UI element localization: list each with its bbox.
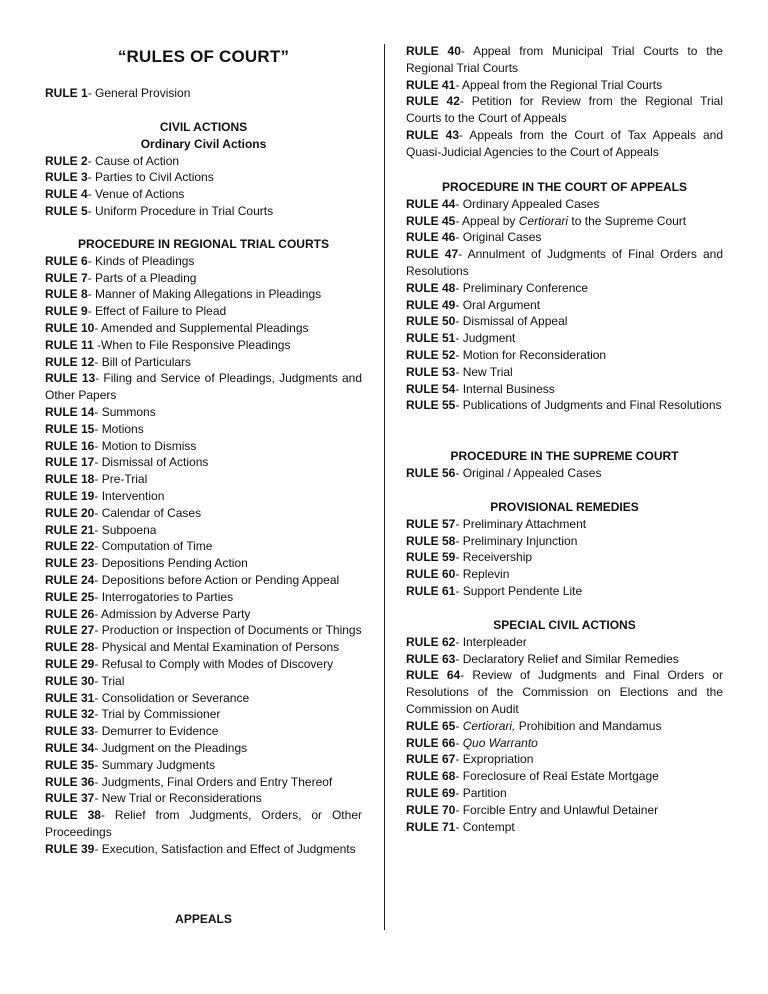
rule-number: RULE 30 xyxy=(45,673,95,688)
rule-number: RULE 62 xyxy=(406,634,456,649)
rule-item xyxy=(406,297,723,314)
rule-number: RULE 11 xyxy=(45,337,94,352)
rule-item xyxy=(45,286,362,303)
rule-number: RULE 55 xyxy=(406,398,456,413)
rule-number: RULE 64 xyxy=(406,668,461,683)
rule-item xyxy=(45,774,362,791)
rule-number: RULE 15 xyxy=(45,421,95,436)
rule-number: RULE 54 xyxy=(406,381,456,396)
rule-title: - Publications of Judgments and Final Resolutions xyxy=(455,398,722,413)
section-heading-supreme-court: PROCEDURE IN THE SUPREME COURT xyxy=(450,449,679,463)
rule-number: RULE 47 xyxy=(406,247,459,262)
rule-item: RULE 66- Quo Warranto xyxy=(406,735,538,750)
rule-title: - Pre-Trial xyxy=(94,472,148,487)
sca-rules-list-b xyxy=(406,751,723,835)
rule-item xyxy=(45,438,362,455)
rule-item xyxy=(45,807,362,841)
rtc-rules-list xyxy=(45,253,362,858)
rule-title: - Parties to Civil Actions xyxy=(87,170,214,185)
ca-rules-list xyxy=(406,229,723,414)
rule-title: - Production or Inspection of Documents or Things xyxy=(94,623,362,638)
rule-item xyxy=(406,43,723,77)
rule-number: RULE 36 xyxy=(45,774,95,789)
rule-number: RULE 46 xyxy=(406,230,456,245)
rule-title: - Preliminary Attachment xyxy=(455,516,587,531)
rule-title: - New Trial xyxy=(455,364,513,379)
rule-item xyxy=(45,757,362,774)
rule-number: RULE 27 xyxy=(45,623,95,638)
rule-item xyxy=(406,280,723,297)
rule-number: RULE 3 xyxy=(45,170,88,185)
rule-title: - Interpleader xyxy=(455,634,527,649)
rule-title: - Motions xyxy=(94,421,144,436)
appeal-rules-section xyxy=(406,43,723,161)
rule-item xyxy=(45,404,362,421)
prov-rules-list xyxy=(406,516,723,600)
rule-title: - Review of Judgments and Final Orders or Resolutions of the Commission on Elections and the Commission on Audit xyxy=(406,668,723,716)
rule-item: RULE 44- Ordinary Appealed Cases xyxy=(406,196,600,211)
rule-item: RULE 45- Appeal by Certiorari to the Supreme Court xyxy=(406,213,687,228)
rule-item xyxy=(45,740,362,757)
rule-item xyxy=(45,153,362,170)
rule-title: - Manner of Making Allegations in Pleadings xyxy=(87,287,322,302)
rule-item xyxy=(406,364,723,381)
rule-item xyxy=(406,566,723,583)
rule-title: - Internal Business xyxy=(455,381,555,396)
rule-number: RULE 22 xyxy=(45,539,95,554)
rule-item xyxy=(406,397,723,414)
rule-number: RULE 19 xyxy=(45,488,95,503)
rule-item xyxy=(406,313,723,330)
rule-item xyxy=(45,303,362,320)
rule-title: - Depositions before Action or Pending Appeal xyxy=(94,572,340,587)
rule-number: RULE 60 xyxy=(406,567,456,582)
rule-title: - Computation of Time xyxy=(94,539,213,554)
rule-item xyxy=(406,127,723,161)
rule-item xyxy=(406,768,723,785)
special-civil-actions-section xyxy=(406,617,723,835)
rule-item xyxy=(45,606,362,623)
rule-title: - Trial xyxy=(94,673,125,688)
rule-title: - Subpoena xyxy=(94,522,157,537)
rule-title: - Kinds of Pleadings xyxy=(87,253,195,268)
rule-title: - Uniform Procedure in Trial Courts xyxy=(87,203,274,218)
rule-item xyxy=(45,522,362,539)
rule-number: RULE 10 xyxy=(45,320,95,335)
rule-number: RULE 7 xyxy=(45,270,88,285)
rule-number: RULE 43 xyxy=(406,127,460,142)
rule-title: - Preliminary Conference xyxy=(455,280,589,295)
rule-title: - Execution, Satisfaction and Effect of Judgments xyxy=(94,841,356,856)
section-heading-regional-trial-courts: PROCEDURE IN REGIONAL TRIAL COURTS xyxy=(78,237,329,251)
rule-item xyxy=(45,505,362,522)
rule-title: - Cause of Action xyxy=(87,153,180,168)
rule-item xyxy=(45,471,362,488)
rule-item xyxy=(45,706,362,723)
rule-title: - Appeals from the Court of Tax Appeals and Quasi-Judicial Agencies to the Court of Appeals xyxy=(406,127,723,159)
rule-number: RULE 42 xyxy=(406,94,460,109)
rule-item xyxy=(406,93,723,127)
rule-number: RULE 70 xyxy=(406,802,456,817)
rule-title: - Forcible Entry and Unlawful Detainer xyxy=(455,802,659,817)
rule-number: RULE 14 xyxy=(45,404,95,419)
rule-title: - Contempt xyxy=(455,819,515,834)
rule-number: RULE 52 xyxy=(406,347,456,362)
rule-title: - Interrogatories to Parties xyxy=(94,589,234,604)
rule-title: - Parts of a Pleading xyxy=(87,270,197,285)
rule-number: RULE 38 xyxy=(45,808,101,823)
rule-item xyxy=(406,347,723,364)
rule-title: - Oral Argument xyxy=(455,297,541,312)
rule-item xyxy=(45,354,362,371)
rule-item xyxy=(45,656,362,673)
rule-number: RULE 39 xyxy=(45,841,95,856)
rule-number: RULE 34 xyxy=(45,740,95,755)
rule-number: RULE 17 xyxy=(45,455,95,470)
rule-number: RULE 29 xyxy=(45,656,95,671)
rule-item xyxy=(45,790,362,807)
rule-title: - Depositions Pending Action xyxy=(94,556,248,571)
rule-number: RULE 24 xyxy=(45,572,95,587)
rule-title: - Intervention xyxy=(94,488,165,503)
rule-number: RULE 67 xyxy=(406,752,456,767)
rule-title: - Dismissal of Appeal xyxy=(455,314,568,329)
rule-title: - Effect of Failure to Plead xyxy=(87,304,227,319)
rule-number: RULE 69 xyxy=(406,785,456,800)
rule-number: RULE 33 xyxy=(45,724,95,739)
rule-title: - Judgment on the Pleadings xyxy=(94,740,248,755)
rule-number: RULE 13 xyxy=(45,371,96,386)
rule-item xyxy=(406,651,723,668)
rule-item xyxy=(406,77,723,94)
rule-item xyxy=(45,253,362,270)
rule-item: RULE 56- Original / Appealed Cases xyxy=(406,465,602,480)
appeal-rules-list xyxy=(406,43,723,161)
rule-title: - Receivership xyxy=(455,550,533,565)
rule-number: RULE 63 xyxy=(406,651,456,666)
rule-item xyxy=(45,673,362,690)
rule-item xyxy=(406,516,723,533)
section-heading-provisional-remedies: PROVISIONAL REMEDIES xyxy=(490,500,639,514)
civil-rules-list xyxy=(45,153,362,220)
rule-item xyxy=(45,589,362,606)
rule-item xyxy=(45,169,362,186)
rule-number: RULE 28 xyxy=(45,640,95,655)
rule-title: - Summons xyxy=(94,404,156,419)
rule-item xyxy=(45,538,362,555)
rule-number: RULE 26 xyxy=(45,606,95,621)
rule-number: RULE 53 xyxy=(406,364,456,379)
rule-title: - Dismissal of Actions xyxy=(94,455,209,470)
rule-item xyxy=(406,819,723,836)
rule-title: - Admission by Adverse Party xyxy=(94,606,251,621)
rule-number: RULE 32 xyxy=(45,707,95,722)
rule-item xyxy=(45,723,362,740)
rule-item xyxy=(406,229,723,246)
rule-title: - Consolidation or Severance xyxy=(94,690,250,705)
rule-number: RULE 59 xyxy=(406,550,456,565)
rule-title: - Replevin xyxy=(455,567,510,582)
rule-title: -When to File Responsive Pleadings xyxy=(93,337,291,352)
rule-title: - Foreclosure of Real Estate Mortgage xyxy=(455,769,659,784)
rule-number: RULE 31 xyxy=(45,690,95,705)
rule-item xyxy=(45,270,362,287)
provisional-remedies-section xyxy=(406,499,723,600)
rule-number: RULE 8 xyxy=(45,287,88,302)
rule-title: - Bill of Particulars xyxy=(94,354,192,369)
rule-number: RULE 25 xyxy=(45,589,95,604)
rule-title: - Demurrer to Evidence xyxy=(94,724,219,739)
rule-item xyxy=(45,555,362,572)
rule-item xyxy=(45,421,362,438)
rule-item xyxy=(406,381,723,398)
rule-1-block xyxy=(45,85,362,102)
rule-item xyxy=(406,667,723,717)
section-heading-civil-actions: CIVIL ACTIONS xyxy=(159,120,248,134)
rule-number: RULE 2 xyxy=(45,153,88,168)
rule-title: - Partition xyxy=(455,785,507,800)
rule-title: - Summary Judgments xyxy=(94,757,216,772)
rule-title: - Expropriation xyxy=(455,752,534,767)
rule-title: - Filing and Service of Pleadings, Judgments and Other Papers xyxy=(45,371,362,403)
rule-title: - Calendar of Cases xyxy=(94,505,202,520)
rule-item xyxy=(406,533,723,550)
rule-number: RULE 16 xyxy=(45,438,95,453)
rule-number: RULE 50 xyxy=(406,314,456,329)
rule-item xyxy=(45,454,362,471)
rule-item xyxy=(45,186,362,203)
section-heading-appeals: APPEALS xyxy=(175,912,232,926)
rule-number: RULE 37 xyxy=(45,791,95,806)
rule-item xyxy=(45,639,362,656)
rule-number: RULE 9 xyxy=(45,304,88,319)
rule-title: - Refusal to Comply with Modes of Discovery xyxy=(94,656,334,671)
rule-item xyxy=(45,203,362,220)
rule-item xyxy=(45,337,362,354)
rule-title: - Motion for Reconsideration xyxy=(455,347,607,362)
rule-item xyxy=(406,802,723,819)
rule-item xyxy=(406,751,723,768)
rule-number: RULE 57 xyxy=(406,516,456,531)
rule-item xyxy=(45,572,362,589)
document-title: “RULES OF COURT” xyxy=(117,47,290,66)
rule-item xyxy=(406,549,723,566)
sca-rules-list-a xyxy=(406,634,723,718)
rule-number: RULE 61 xyxy=(406,583,456,598)
rule-number: RULE 41 xyxy=(406,77,456,92)
rule-item: RULE 1- General Provision xyxy=(45,86,191,100)
rule-number: RULE 58 xyxy=(406,533,456,548)
appeals-section xyxy=(45,911,362,928)
section-heading-court-of-appeals: PROCEDURE IN THE COURT OF APPEALS xyxy=(442,180,687,194)
court-of-appeals-section xyxy=(406,179,723,414)
rule-number: RULE 21 xyxy=(45,522,95,537)
rule-number: RULE 23 xyxy=(45,556,95,571)
rule-title: - Trial by Commissioner xyxy=(94,707,221,722)
rule-number: RULE 6 xyxy=(45,253,88,268)
rule-title: - Original Cases xyxy=(455,230,542,245)
rule-title: - Amended and Supplemental Pleadings xyxy=(94,320,309,335)
civil-actions-section xyxy=(45,119,362,220)
rule-item xyxy=(406,583,723,600)
rule-number: RULE 49 xyxy=(406,297,456,312)
rule-title: - Declaratory Relief and Similar Remedies xyxy=(455,651,679,666)
section-heading-special-civil-actions: SPECIAL CIVIL ACTIONS xyxy=(493,618,636,632)
rule-item xyxy=(45,841,362,858)
rule-number: RULE 51 xyxy=(406,331,456,346)
rule-number: RULE 12 xyxy=(45,354,95,369)
rule-title: - Appeal from the Regional Trial Courts xyxy=(455,77,663,92)
rule-item xyxy=(45,622,362,639)
rule-item xyxy=(45,320,362,337)
rule-item xyxy=(406,785,723,802)
rule-title: - Judgments, Final Orders and Entry Thereof xyxy=(94,774,333,789)
rule-title: - Judgment xyxy=(455,331,516,346)
rule-item xyxy=(45,488,362,505)
rule-title: - Motion to Dismiss xyxy=(94,438,197,453)
rule-number: RULE 5 xyxy=(45,203,88,218)
rule-number: RULE 68 xyxy=(406,769,456,784)
rule-title: - New Trial or Reconsiderations xyxy=(94,791,262,806)
rule-title: - Annulment of Judgments of Final Orders and Resolutions xyxy=(406,247,723,278)
rule-title: - Physical and Mental Examination of Persons xyxy=(94,640,340,655)
rule-title: - Relief from Judgments, Orders, or Other Proceedings xyxy=(45,808,362,839)
rule-title: - Venue of Actions xyxy=(87,187,185,202)
rule-item xyxy=(406,330,723,347)
rule-number: RULE 71 xyxy=(406,819,456,834)
rule-item xyxy=(45,690,362,707)
supreme-court-section xyxy=(406,448,723,482)
rule-title: - Appeal from Municipal Trial Courts to the Regional Trial Courts xyxy=(406,44,723,75)
rule-item: RULE 65- Certiorari, Prohibition and Mandamus xyxy=(406,718,662,733)
rule-number: RULE 20 xyxy=(45,505,95,520)
rule-item xyxy=(406,634,723,651)
rule-item xyxy=(45,370,362,404)
rule-number: RULE 18 xyxy=(45,472,95,487)
rule-title: - Petition for Review from the Regional Trial Courts to the Court of Appeals xyxy=(406,94,723,126)
rule-title: - Preliminary Injunction xyxy=(455,533,578,548)
rule-title: - Support Pendente Lite xyxy=(455,583,583,598)
rule-item xyxy=(406,246,723,280)
rule-number: RULE 35 xyxy=(45,757,95,772)
column-divider xyxy=(384,44,385,930)
section-subheading-ordinary-civil-actions: Ordinary Civil Actions xyxy=(140,136,267,151)
rtc-section xyxy=(45,236,362,857)
rule-number: RULE 48 xyxy=(406,280,456,295)
rule-number: RULE 4 xyxy=(45,187,88,202)
rule-number: RULE 40 xyxy=(406,44,461,58)
